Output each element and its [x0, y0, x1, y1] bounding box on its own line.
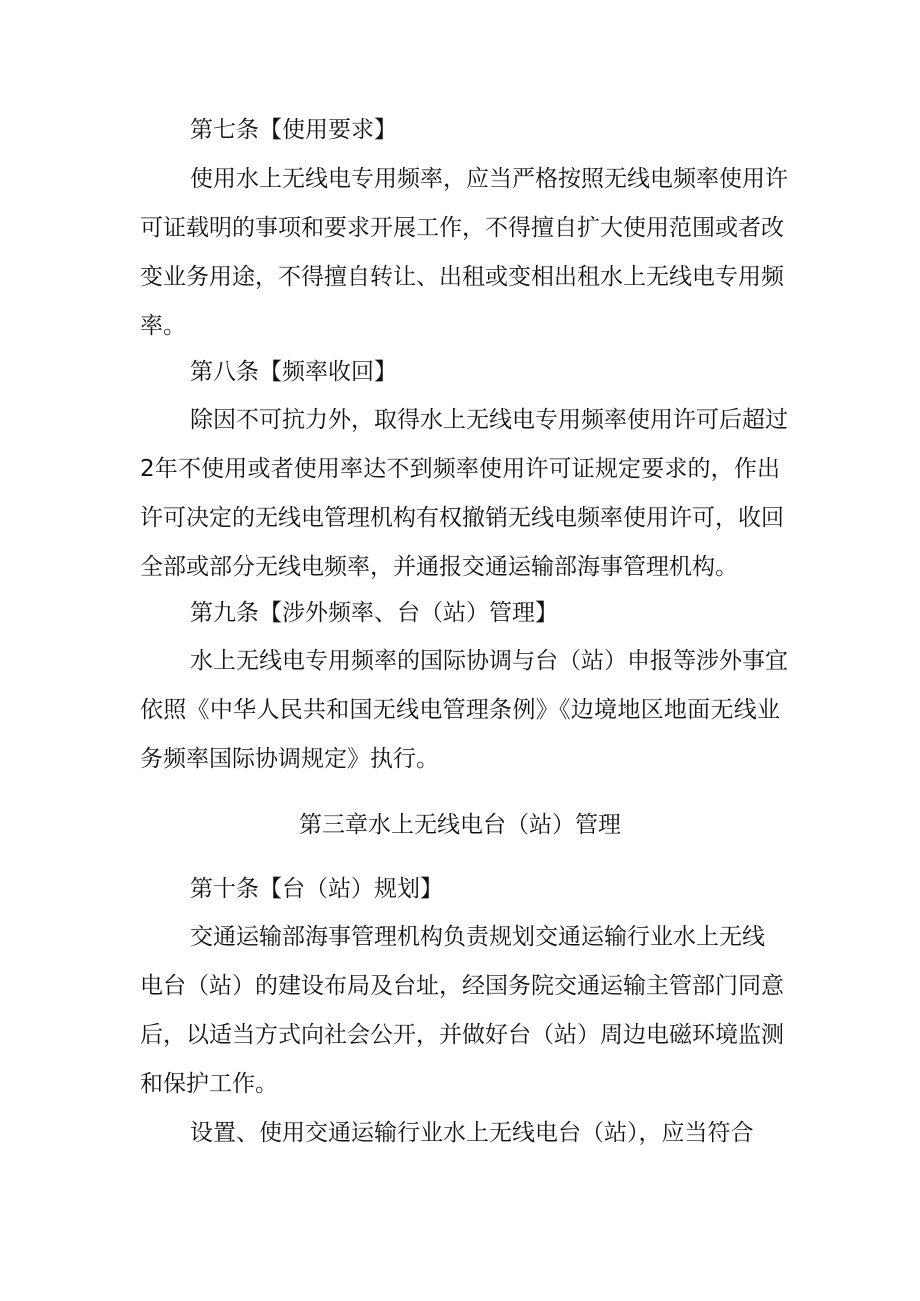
article-8-paragraph-line: 2年不使用或者使用率达不到频率使用许可证规定要求的，作出 [140, 456, 780, 482]
article-10-paragraph-line: 后，以适当方式向社会公开，并做好台（站）周边电磁环境监测 [140, 1022, 784, 1048]
article-10-paragraph-line: 和保护工作。 [140, 1071, 278, 1097]
article-8-paragraph-line: 许可决定的无线电管理机构有权撤销无线电频率使用许可，收回 [140, 505, 784, 531]
article-10-paragraph-line: 交通运输部海事管理机构负责规划交通运输行业水上无线 [190, 924, 765, 950]
article-9-heading: 第九条【涉外频率、台（站）管理】 [190, 600, 558, 626]
article-8-paragraph-line: 全部或部分无线电频率，并通报交通运输部海事管理机构。 [140, 554, 738, 580]
chapter-3-title: 第三章水上无线电台（站）管理 [299, 812, 621, 838]
article-9-paragraph-line: 水上无线电专用频率的国际协调与台（站）申报等涉外事宜 [190, 648, 788, 674]
article-10-heading: 第十条【台（站）规划】 [190, 876, 443, 902]
article-7-paragraph-line: 变业务用途，不得擅自转让、出租或变相出租水上无线电专用频 [140, 264, 784, 290]
article-9-paragraph-line: 依照《中华人民共和国无线电管理条例》《边境地区地面无线业 [140, 697, 780, 723]
article-10-paragraph-line: 电台（站）的建设布局及台址，经国务院交通运输主管部门同意 [140, 973, 784, 999]
article-7-paragraph-line: 使用水上无线电专用频率，应当严格按照无线电频率使用许 [190, 166, 788, 192]
article-9-paragraph-line: 务频率国际协调规定》执行。 [140, 746, 439, 772]
article-7-paragraph-line: 率。 [140, 313, 186, 339]
article-8-paragraph-line: 除因不可抗力外，取得水上无线电专用频率使用许可后超过 [190, 407, 788, 433]
article-10-paragraph-2-line: 设置、使用交通运输行业水上无线电台（站），应当符合 [190, 1120, 754, 1146]
article-8-heading: 第八条【频率收回】 [190, 359, 397, 385]
article-7-paragraph-line: 可证载明的事项和要求开展工作，不得擅自扩大使用范围或者改 [140, 215, 784, 241]
article-7-heading: 第七条【使用要求】 [190, 117, 397, 143]
